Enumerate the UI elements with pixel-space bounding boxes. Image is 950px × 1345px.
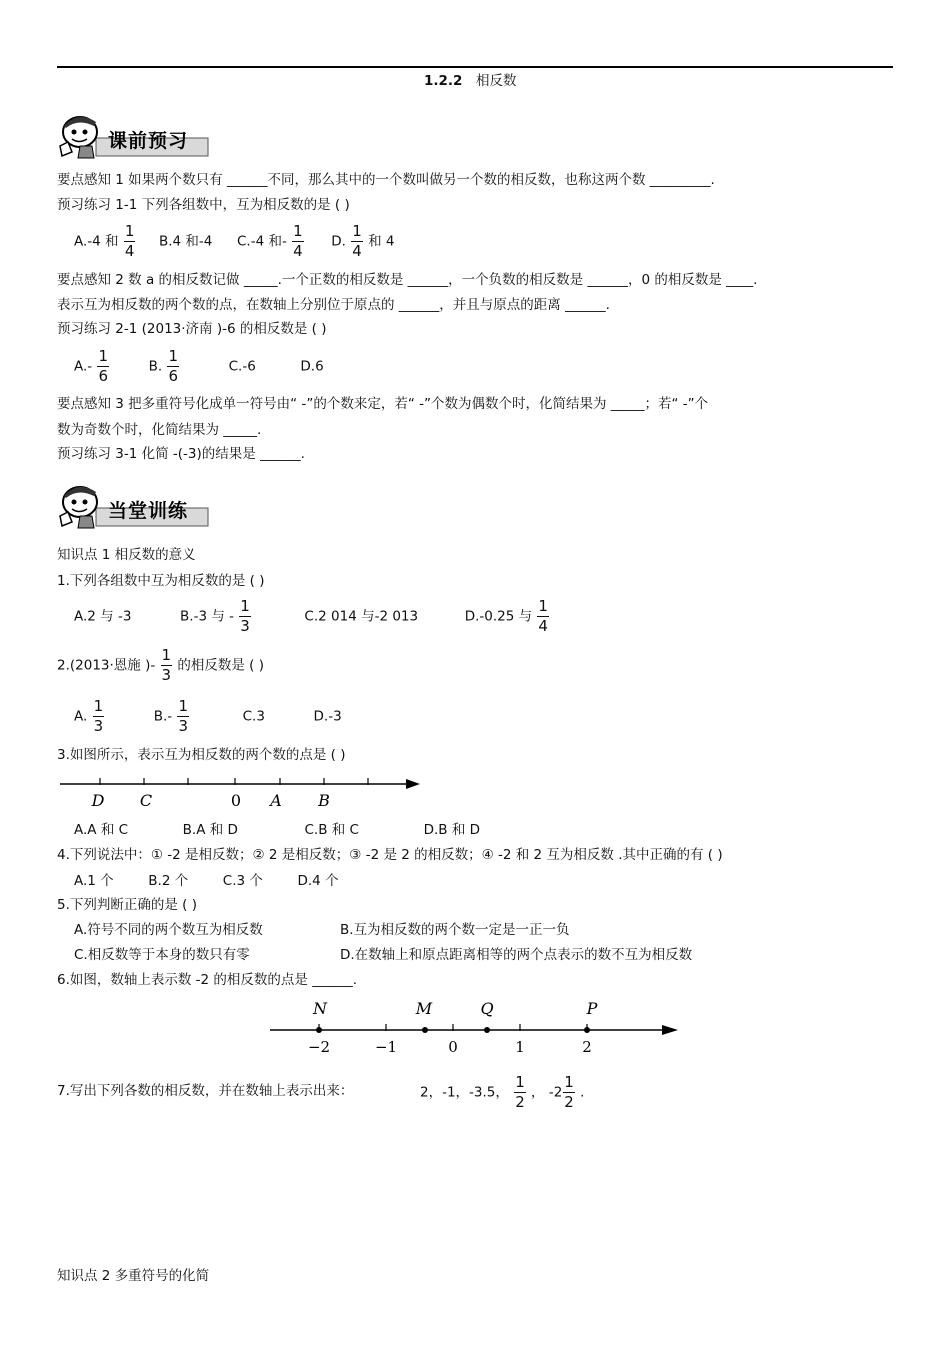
key-point-3: 要点感知 3 把多重符号化成单一符号由“ -”的个数来定，若“ -”个数为偶数个时，化简结果为 _____；若“ -”个 [57, 396, 709, 412]
option-c: C.3 [242, 708, 265, 725]
axis-label-c: C [139, 791, 153, 810]
page-title: 相反数 [476, 73, 517, 89]
practice-2-1: 预习练习 2-1 (2013·济南 )-6 的相反数是 ( ) [57, 321, 327, 337]
question-2: 2.(2013·恩施 )- $\frac{1}{3}$ 的相反数是 ( ) [57, 646, 264, 684]
fraction: $\frac{1}{4}$ [124, 222, 135, 260]
question-4-options [74, 872, 339, 890]
key-point-1: 要点感知 1 如果两个数只有 ______不同，那么其中的一个数叫做另一个数的相反数，也称这两个数 _________. [57, 172, 715, 188]
practice-1-1-options [74, 222, 394, 261]
option-a: A. [74, 708, 88, 725]
fraction: $\frac{1}{6}$ [168, 347, 179, 385]
tick-label: −2 [307, 1038, 331, 1056]
question-4: 4.下列说法中：① -2 是相反数；② 2 是相反数；③ -2 是 2 的相反数；④ -2 和 2 互为相反数 .其中正确的有 ( ) [57, 847, 723, 863]
option-a: A.1 个 [74, 873, 114, 889]
fraction: $\frac{1}{3}$ [161, 646, 172, 684]
tick-label: −1 [374, 1038, 398, 1056]
option-c: C.-6 [228, 358, 256, 375]
option-c: C.-4 和- [236, 233, 287, 250]
axis-label-a: A [270, 791, 282, 810]
question-3-options [74, 821, 480, 839]
option-c: C.3 个 [222, 873, 263, 889]
question-6: 6.如图，数轴上表示数 -2 的相反数的点是 ______. [57, 972, 358, 988]
option-a: A.A 和 C [74, 822, 129, 838]
fraction: $\frac{1}{4}$ [538, 597, 548, 635]
point-n [316, 1027, 322, 1033]
number-line-q3 [58, 772, 428, 812]
banner-pre-study [58, 112, 210, 160]
top-rule [57, 66, 893, 68]
option-d: D.-0.25 与 [464, 608, 533, 625]
practice-3-1: 预习练习 3-1 化简 -(-3)的结果是 ______. [57, 446, 305, 462]
option-d: D.-3 [313, 708, 342, 725]
key-point-2: 要点感知 2 数 a 的相反数记做 _____.一个正数的相反数是 ______，一个负数的相反数是 ______，0 的相反数是 ____. [57, 272, 758, 288]
question-2-options [74, 697, 342, 736]
question-1: 1.下列各组数中互为相反数的是 ( ) [57, 573, 265, 589]
question-5-option-c: C.相反数等于本身的数只有零 [74, 947, 250, 963]
kp1-heading: 知识点 1 相反数的意义 [57, 547, 196, 563]
point-p [584, 1027, 590, 1033]
question-7-numbers: 2，-1，-3.5， $\frac{1}{2}$ ， -2 $\frac{1}{2}$ . [420, 1073, 585, 1111]
key-point-2-cont: 表示互为相反数的两个数的点，在数轴上分别位于原点的 ______，并且与原点的距离 ______. [57, 297, 610, 313]
section-number: 1.2.2 [424, 73, 463, 89]
question-5: 5.下列判断正确的是 ( ) [57, 897, 197, 913]
fraction: $\frac{1}{4}$ [352, 222, 362, 260]
kp2-heading: 知识点 2 多重符号的化简 [57, 1268, 210, 1284]
axis-label-d: D [91, 791, 105, 810]
question-1-options [74, 597, 550, 636]
option-b: B.-3 与 - [180, 608, 234, 625]
banner-class-training [58, 482, 210, 530]
point-q [484, 1027, 490, 1033]
point-label-q: Q [480, 999, 494, 1018]
option-b: B. [148, 358, 163, 375]
fraction: $\frac{1}{4}$ [293, 222, 303, 260]
number-line-q6 [268, 996, 688, 1060]
axis-label-b: B [318, 791, 330, 810]
fraction: $\frac{1}{2}$ [564, 1073, 574, 1111]
point-m [422, 1027, 428, 1033]
option-c: C.B 和 C [304, 822, 359, 838]
point-label-n: N [313, 999, 327, 1018]
option-a: A.-4 和 [74, 233, 119, 250]
option-d: D.6 [300, 358, 324, 375]
option-a: A.- [74, 358, 93, 375]
option-d: D.4 个 [297, 873, 339, 889]
fraction: $\frac{1}{2}$ [515, 1073, 525, 1111]
axis-label-0: 0 [230, 791, 242, 810]
question-5-option-b: B.互为相反数的两个数一定是一正一负 [340, 922, 570, 938]
option-d: D.B 和 D [423, 822, 481, 838]
tick-label: 1 [515, 1038, 525, 1056]
option-a: A.2 与 -3 [74, 608, 132, 625]
question-3: 3.如图所示，表示互为相反数的两个数的点是 ( ) [57, 747, 346, 763]
practice-1-1: 预习练习 1-1 下列各组数中，互为相反数的是 ( ) [57, 197, 350, 213]
fraction: $\frac{1}{6}$ [98, 347, 109, 385]
option-c: C.2 014 与-2 013 [304, 608, 419, 625]
tick-label: 2 [582, 1038, 592, 1056]
option-d-tail: 和 4 [368, 233, 395, 250]
option-b: B.4 和-4 [158, 233, 213, 250]
banner-class-training-title: 当堂训练 [108, 500, 189, 522]
question-5-option-d: D.在数轴上和原点距离相等的两个点表示的数不互为相反数 [340, 947, 693, 963]
option-b: B.2 个 [148, 873, 189, 889]
option-b: B.- [153, 708, 173, 725]
tick-label: 0 [448, 1038, 458, 1056]
question-7: 7.写出下列各数的相反数，并在数轴上表示出来： [57, 1083, 354, 1099]
key-point-3-cont: 数为奇数个时，化简结果为 _____. [57, 422, 262, 438]
fraction: $\frac{1}{3}$ [178, 697, 189, 735]
point-label-m: M [415, 999, 433, 1018]
fraction: $\frac{1}{3}$ [93, 697, 104, 735]
banner-pre-study-title: 课前预习 [108, 130, 189, 152]
practice-2-1-options [74, 347, 324, 386]
option-d: D. [331, 233, 346, 250]
option-b: B.A 和 D [182, 822, 238, 838]
point-label-p: P [586, 999, 598, 1018]
fraction: $\frac{1}{3}$ [240, 597, 250, 635]
question-5-option-a: A.符号不同的两个数互为相反数 [74, 922, 263, 938]
